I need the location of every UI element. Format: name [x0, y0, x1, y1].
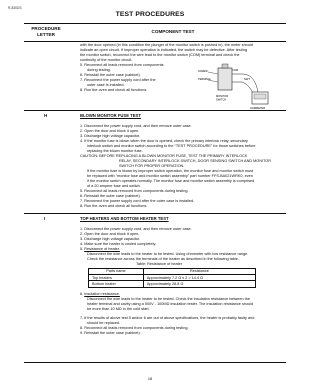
- text-line: Check the resistance across the terminals of the heater as described in the following table.: [87, 257, 239, 261]
- procedure-letter: H: [44, 113, 48, 118]
- step-line: 6. Reinstall the outer case (cabinet).: [80, 73, 141, 77]
- text-line: if the monitor switch operates normally. The monitor fuse and monitor switch assembly is comprised: [87, 179, 255, 183]
- section-title: TOP HEATERS AND BOTTOM HEATER TEST: [80, 216, 169, 221]
- model-number: R-830DS: [8, 6, 22, 10]
- text-line: 7. Reconnect the power supply cord after the outer case is installed.: [80, 199, 195, 203]
- text-line: replacing the blown monitor fuse.: [87, 149, 143, 153]
- text-line: 5. Reconnect all leads removed from components during testing.: [80, 189, 189, 193]
- text-line: be more than 10 MΩ in the cold start.: [87, 307, 150, 311]
- text-line: the monitor switch, reconnect the wire lead to the monitor switch (COM) terminal and check the: [80, 53, 240, 57]
- text-line: 2. Open the door and block it open.: [80, 129, 140, 133]
- table-cell: Approximately 28.8 Ω: [143, 281, 255, 287]
- label-nwt: NWT: [244, 78, 250, 81]
- section-divider: [24, 110, 286, 111]
- switch-plunger: [222, 64, 228, 68]
- step-line: outer case is installed.: [87, 83, 125, 87]
- text-line: 1. Disconnect the power supply cord, and then remove outer case.: [80, 124, 192, 128]
- caution-line: CAUTION: BEFORE REPLACING A BLOWN MONITOR FUSE, TEST THE PRIMARY INTERLOCK: [80, 154, 248, 158]
- text-line: 6. Reinstall the outer case (cabinet).: [80, 194, 141, 198]
- table-cell: Bottom heater: [89, 281, 144, 287]
- step-heading-text: Insulation resistance.: [84, 292, 120, 296]
- text-line: 1. Disconnect the power supply cord, and then remove outer case.: [80, 227, 192, 231]
- step-line: 5. Reconnect all leads removed from components: [80, 63, 164, 67]
- step-line: 8. Run the oven and check all functions.: [80, 88, 148, 92]
- step-heading-text: Resistance of heater.: [84, 247, 120, 251]
- column-header: Parts name: [89, 269, 144, 275]
- text-line: interlock switch and monitor switch according to the "TEST PROCEDURE" for those switches before: [87, 144, 256, 148]
- table-row: [89, 281, 256, 287]
- label-monitor-switch: MONITOR: [216, 95, 229, 98]
- component-test-header: COMPONENT TEST: [151, 29, 195, 34]
- monitor-switch-diagram: [196, 62, 280, 112]
- text-line: 3. Discharge high voltage capacitor.: [80, 134, 141, 138]
- text-line: 7. If the results of above test 5 and/or 6 are out of above specifications, the heater is probably faulty and: [80, 316, 255, 320]
- text-line: 9. Reinstall the outer case (cabinet).: [80, 331, 141, 335]
- text-line: 4. If the monitor fuse is blown when the door is opened, check the primary interlock relay, secondary: [80, 139, 248, 143]
- text-line: 3. Discharge high voltage capacitor.: [80, 237, 141, 241]
- step-heading: 5. Resistance of heater.: [80, 247, 120, 251]
- monitor-switch-body: [218, 68, 232, 90]
- label-com: COM: [232, 69, 239, 72]
- text-line: 8. Run the oven and check all functions.: [80, 204, 148, 208]
- page-number: 18: [147, 377, 153, 381]
- table-caption: Table: Resistance of heater: [136, 262, 183, 266]
- label-monitor-switch-2: SWITCH: [216, 98, 227, 102]
- section-divider: [24, 213, 286, 214]
- caution-line: SWITCH FOR PROPER OPERATION.: [119, 164, 185, 168]
- column-header: Resistance: [143, 269, 255, 275]
- procedure-letter: I: [44, 216, 46, 221]
- text-line: of a 20 ampere fuse and switch.: [87, 184, 141, 188]
- table-cell: Top heaters: [89, 275, 144, 281]
- label-screw: SCREW: [198, 70, 208, 73]
- section-title: BLOWN MONITOR FUSE TEST: [80, 113, 141, 118]
- text-line: with the door opened (in this condition the plunger of the monitor switch is pushed in), the meter should: [80, 43, 253, 47]
- label-terminal: TERMINAL: [198, 78, 212, 81]
- text-line: 8. Reconnect all leads removed from components during testing.: [80, 326, 189, 330]
- text-line: 2. Open the door and block it open.: [80, 232, 140, 236]
- step-heading: 6. Insulation resistance.: [80, 292, 120, 296]
- page-bottom-rule: [24, 362, 286, 363]
- text-line: 4. Make sure the heater is cooled completely.: [80, 242, 157, 246]
- page-title: TEST PROCEDURES: [115, 11, 185, 18]
- caution-line: RELAY, SECONDARY INTERLOCK SWITCH, DOOR SENSING SWITCH AND MONITOR: [119, 159, 271, 163]
- table-header: [24, 23, 286, 42]
- step-line: during testing.: [87, 68, 111, 72]
- table-cell: Approximately 7.2 Ω x 2 = 14.4 Ω: [143, 275, 255, 281]
- step-line: 7. Reconnect the power supply cord after the: [80, 78, 156, 82]
- text-line: should be replaced.: [87, 321, 121, 325]
- text-line: heater terminal and cavity using a 500V - 100MΩ insulation tester. The insulation resistance should: [87, 302, 254, 306]
- text-line: indicate an open circuit. If improper operation is indicated, the switch may be defective. After testing: [80, 48, 247, 52]
- text-line: Disconnect the wire leads to the heater to be tested. Check the insulation resistance between the: [87, 297, 250, 301]
- procedure-letter-header: PROCEDURE LETTER: [31, 26, 61, 37]
- text-line: continuity of the monitor circuit.: [80, 58, 133, 62]
- resistance-table: [88, 268, 256, 288]
- label-ohmmeter: OHMMETER: [250, 107, 266, 110]
- text-line: Disconnect the wire leads to the heater to be tested. Using ohmmeter with low resistance range.: [87, 252, 249, 256]
- text-line: If the monitor fuse is blown by improper switch operation, the monitor fuse and monitor switch must: [87, 169, 254, 173]
- text-line: be replaced with "monitor fuse and monitor switch assembly" part number FFS-BA021WRK0, even: [87, 174, 253, 178]
